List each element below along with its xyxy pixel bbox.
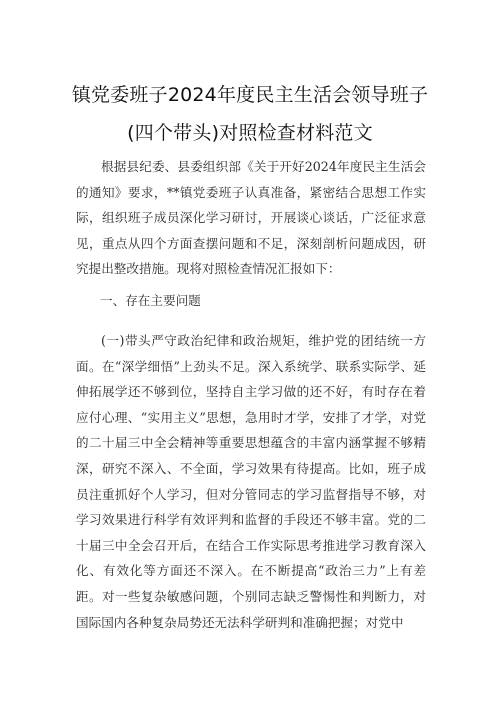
document-title-line-2: (四个带头)对照检查材料范文 — [127, 122, 373, 144]
section-heading: 一、存在主要问题 — [100, 293, 201, 308]
intro-paragraph: 根据县纪委、县委组织部《关于开好2024年度民主生活会的通知》要求，**镇党委班子认真准备，紧密结合思想工作实际，组织班子成员深化学习研讨，开展谈心谈话，广泛征求意见，重点从四个方面查摆问题和不足，深刻剖析问题成因，研究提出整改措施。现将对照检查情况汇报如下： — [76, 159, 426, 277]
body-paragraph: (一)带头严守政治纪律和政治规矩，维护党的团结统一方面。在“深学细悟”上劲头不足。深入系统学、联系实际学、延伸拓展学还不够到位，坚持自主学习做的还不好，有时存在着应付心理、“实用主义”思想，急用时才学，安排了才学，对党的二十届三中全会精神等重要思想蕴含的丰富内涵掌握不够精深，研究不深入、不全面，学习效果有待提高。比如，班子成员注重抓好个人学习，但对分管同志的学习监督指导不够，对学习效果进行科学有效评判和监督的手段还不够丰富。党的二十届三中全会召开后，在结合工作实际思考推进学习教育深入化、有效化等方面还不深入。在不断提高“政治三力”上有差距。对一些复杂敏感问题，个别同志缺乏警惕性和判断力，对国际国内各种复杂局势还无法科学研判和准确把握；对党中 — [76, 333, 426, 630]
document-title-line-1: 镇党委班子2024年度民主生活会领导班子 — [71, 84, 429, 106]
